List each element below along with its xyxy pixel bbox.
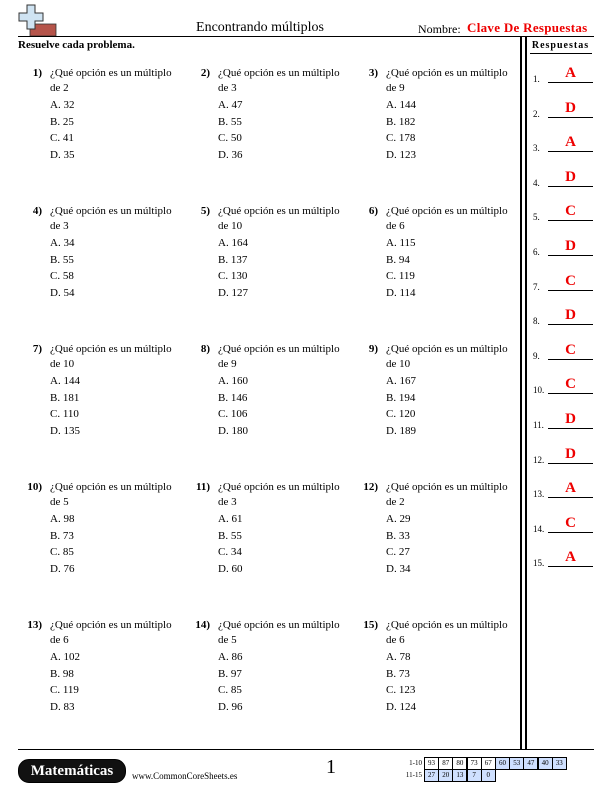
answer-letter: C [565,203,576,220]
answer-option: C. 130 [218,270,248,283]
answer-option: B. 181 [50,391,80,404]
answer-letter: C [565,376,576,393]
score-cell: 0 [481,769,496,782]
score-cell: 93 [424,757,439,770]
answer-option: D. 135 [50,425,80,438]
answer-option: D. 83 [50,701,75,714]
answer-blank-line [548,463,593,464]
score-cell: 13 [452,769,467,782]
answer-blank-line [548,497,593,498]
answer-option: C. 41 [50,132,74,145]
question-text: ¿Qué opción es un múltiplo de 6 [386,205,508,232]
question-number: 5) [200,205,210,217]
question-number: 4) [32,205,42,217]
question-number: 1) [32,67,42,79]
footer-divider [18,749,594,750]
site-url: www.CommonCoreSheets.es [132,771,238,781]
answer-option: C. 58 [50,270,74,283]
answer-blank-line [548,255,593,256]
answer-option: B. 146 [218,391,248,404]
score-cell: 7 [467,769,482,782]
answer-option: D. 54 [50,287,75,300]
answer-option: D. 124 [386,701,416,714]
answer-letter: C [565,341,576,358]
answer-option: D. 36 [218,149,243,162]
answer-option: D. 127 [218,287,248,300]
answer-row-6 [533,238,595,258]
question-text: ¿Qué opción es un múltiplo de 3 [50,205,172,232]
answer-option: C. 119 [50,684,79,697]
answer-option: A. 34 [50,237,75,249]
answer-number: 3. [533,143,540,154]
answer-number: 11. [533,420,544,430]
answer-row-11 [533,411,595,431]
question-number: 15) [363,619,378,631]
answer-blank-line [548,324,593,325]
answer-option: B. 137 [218,253,248,266]
answer-option: D. 96 [218,701,243,714]
answer-row-10 [533,376,595,396]
answer-option: D. 180 [218,425,248,438]
answer-option: A. 98 [50,513,75,525]
answers-title: Respuestas [531,40,590,51]
question-text: ¿Qué opción es un múltiplo de 10 [50,343,172,370]
answer-number: 10. [533,385,545,396]
question-text: ¿Qué opción es un múltiplo de 9 [218,343,340,370]
question-text: ¿Qué opción es un múltiplo de 5 [218,619,340,646]
question-number: 9) [368,343,378,355]
score-cell: 53 [509,757,524,770]
answer-option: A. 115 [386,237,416,249]
answer-number: 13. [533,489,545,500]
answer-number: 12. [533,454,545,465]
answer-option: C. 27 [386,546,410,559]
answer-number: 6. [533,247,540,257]
answer-option: A. 86 [218,651,243,663]
answer-letter: C [565,514,576,531]
answer-row-3 [533,134,595,154]
answer-option: C. 120 [386,408,416,421]
answer-column-border-right [525,37,527,749]
answer-number: 15. [533,558,545,569]
answer-row-9 [533,342,595,362]
answer-option: C. 119 [386,270,415,283]
answer-option: B. 73 [50,529,74,542]
answer-option: A. 160 [218,375,248,387]
brand-badge: Matemáticas [18,759,126,783]
answer-option: C. 178 [386,132,416,145]
question-number: 14) [195,619,210,631]
answer-letter: A [565,134,576,151]
question-number: 12) [363,481,378,493]
score-cell: 60 [495,757,510,770]
score-cell: 67 [481,757,496,770]
answer-blank-line [548,359,593,360]
answer-number: 2. [533,108,540,119]
answer-option: A. 144 [50,375,80,387]
instructions: Resuelve cada problema. [18,39,135,51]
answer-number: 9. [533,350,540,361]
answer-option: A. 47 [218,99,243,111]
question-number: 8) [200,343,210,355]
name-value: Clave De Respuestas [467,20,588,35]
answer-option: B. 182 [386,115,416,128]
answer-number: 5. [533,212,540,223]
question-text: ¿Qué opción es un múltiplo de 3 [218,481,340,508]
answers-title-underline [530,53,592,54]
answer-letter: D [565,307,576,324]
question-text: ¿Qué opción es un múltiplo de 3 [218,67,340,94]
question-text: ¿Qué opción es un múltiplo de 10 [218,205,340,232]
question-text: ¿Qué opción es un múltiplo de 5 [50,481,172,508]
question-number: 11) [195,481,210,493]
answer-option: A. 61 [218,513,243,525]
answer-row-1 [533,65,595,85]
answer-blank-line [548,566,593,567]
answer-number: 4. [533,177,540,188]
answer-option: B. 55 [50,253,74,266]
answer-option: D. 76 [50,563,75,576]
question-number: 7) [32,343,42,355]
answer-option: B. 97 [218,667,242,680]
score-cell: 80 [452,757,467,770]
question-text: ¿Qué opción es un múltiplo de 10 [386,343,508,370]
answer-option: A. 164 [218,237,248,249]
question-text: ¿Qué opción es un múltiplo de 2 [50,67,172,94]
answer-option: B. 33 [386,529,410,542]
answer-option: A. 78 [386,651,411,663]
answer-blank-line [548,393,593,394]
answer-option: B. 55 [218,115,242,128]
answer-option: A. 144 [386,99,416,111]
answer-option: C. 85 [218,684,242,697]
answer-option: C. 85 [50,546,74,559]
name-label: Nombre: [418,22,461,36]
answer-blank-line [548,532,593,533]
answer-option: D. 114 [386,287,416,300]
answer-letter: C [565,272,576,289]
answer-option: A. 29 [386,513,411,525]
answer-option: B. 73 [386,667,410,680]
question-number: 10) [27,481,42,493]
answer-row-4 [533,169,595,189]
question-text: ¿Qué opción es un múltiplo de 6 [386,619,508,646]
answer-option: C. 123 [386,684,416,697]
answer-option: B. 194 [386,391,416,404]
score-cell: 73 [467,757,482,770]
answer-letter: D [565,168,576,185]
answer-blank-line [548,186,593,187]
answer-letter: D [565,238,576,254]
answer-option: D. 189 [386,425,416,438]
answer-column-border-left [520,37,522,749]
answer-row-8 [533,307,595,327]
score-cell: 47 [523,757,538,770]
answer-option: D. 60 [218,563,243,576]
answer-option: B. 55 [218,529,242,542]
answer-blank-line [548,151,593,152]
score-row-label: 1-10 [409,759,422,767]
score-cell: 40 [538,757,553,770]
question-text: ¿Qué opción es un múltiplo de 2 [386,481,508,508]
answer-row-13 [533,480,595,500]
answer-option: C. 34 [218,546,242,559]
score-cell: 87 [438,757,453,770]
answer-row-5 [533,203,595,223]
answer-number: 14. [533,523,545,534]
answer-option: B. 98 [50,667,74,680]
page-number: 1 [326,756,336,778]
answer-option: D. 35 [50,149,75,162]
answer-row-15 [533,549,595,569]
score-cell: 27 [424,769,439,782]
answer-row-2 [533,100,595,120]
answer-letter: D [565,445,576,462]
answer-row-12 [533,446,595,466]
answer-option: B. 25 [50,115,74,128]
question-number: 2) [200,67,210,79]
answer-blank-line [548,220,593,221]
answer-letter: D [565,99,576,116]
answer-number: 1. [533,74,540,84]
header-divider [18,36,594,37]
page-title: Encontrando múltiplos [196,20,324,35]
answer-letter: A [565,480,576,497]
answer-option: D. 123 [386,149,416,162]
answer-letter: D [565,411,576,427]
answer-option: C. 50 [218,132,242,145]
answer-number: 7. [533,281,540,292]
answer-letter: A [565,549,576,566]
question-number: 3) [368,67,378,79]
answer-option: C. 106 [218,408,248,421]
answer-blank-line [548,117,593,118]
answer-option: A. 167 [386,375,416,387]
score-cell: 20 [438,769,453,782]
score-cell: 33 [552,757,567,770]
answer-option: C. 110 [50,408,79,421]
answer-number: 8. [533,316,540,327]
answer-option: D. 34 [386,563,411,576]
question-text: ¿Qué opción es un múltiplo de 6 [50,619,172,646]
score-row-label: 11-15 [405,771,422,779]
question-text: ¿Qué opción es un múltiplo de 9 [386,67,508,94]
answer-blank-line [548,290,593,291]
question-number: 6) [368,205,378,217]
answer-option: A. 32 [50,99,75,111]
answer-blank-line [548,428,593,429]
answer-option: B. 94 [386,253,410,266]
answer-row-7 [533,273,595,293]
answer-option: A. 102 [50,651,80,663]
answer-blank-line [548,82,593,83]
question-number: 13) [27,619,42,631]
answer-row-14 [533,515,595,535]
answer-letter: A [565,65,576,81]
